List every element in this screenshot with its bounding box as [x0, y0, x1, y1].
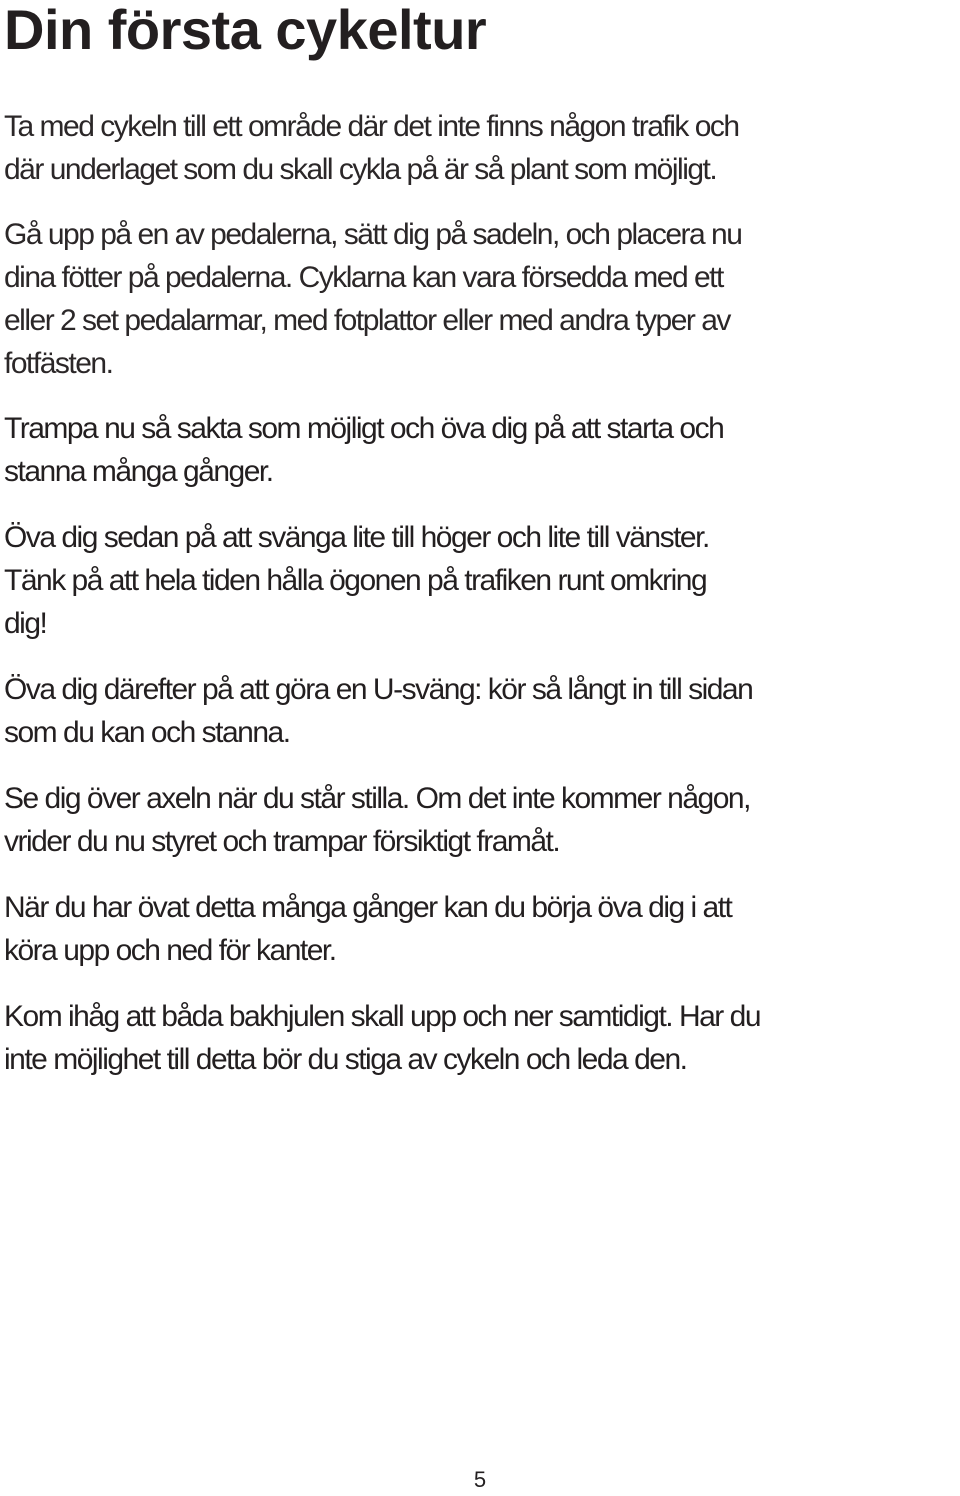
text-line: Tänk på att hela tiden hålla ögonen på trafiken runt omkring [4, 564, 707, 597]
paragraph-intro [4, 105, 960, 191]
paragraph-start-stop [4, 407, 960, 493]
text-line: där underlaget som du skall cykla på är så plant som möjligt. [4, 153, 717, 186]
text-line: vrider du nu styret och trampar försiktigt framåt. [4, 825, 560, 858]
paragraph-pedals [4, 213, 960, 385]
text-line: stanna många gånger. [4, 455, 273, 488]
text-line: Öva dig därefter på att göra en U-sväng: kör så långt in till sidan [4, 673, 753, 706]
paragraph-curbs [4, 886, 960, 972]
text-line: Se dig över axeln när du står stilla. Om det inte kommer någon, [4, 782, 750, 815]
text-line: som du kan och stanna. [4, 716, 290, 749]
text-line: Ta med cykeln till ett område där det inte finns någon trafik och [4, 110, 739, 143]
text-line: dina fötter på pedalerna. Cyklarna kan vara försedda med ett [4, 261, 723, 294]
text-line: Kom ihåg att båda bakhjulen skall upp och ner samtidigt. Har du [4, 1000, 761, 1033]
text-line: När du har övat detta många gånger kan du börja öva dig i att [4, 891, 732, 924]
paragraph-turning [4, 516, 960, 645]
text-line: inte möjlighet till detta bör du stiga av cykeln och leda den. [4, 1043, 687, 1076]
paragraph-u-turn [4, 668, 960, 754]
paragraph-look-over-shoulder [4, 777, 960, 863]
text-line: Trampa nu så sakta som möjligt och öva dig på att starta och [4, 412, 724, 445]
text-line: köra upp och ned för kanter. [4, 934, 336, 967]
text-line: Öva dig sedan på att svänga lite till höger och lite till vänster. [4, 521, 709, 554]
text-line: dig! [4, 607, 47, 640]
page-number: 5 [473, 1467, 487, 1492]
text-line: Gå upp på en av pedalerna, sätt dig på sadeln, och placera nu [4, 218, 742, 251]
page-title: Din första cykeltur [4, 0, 487, 61]
text-line: fotfästen. [4, 347, 113, 380]
text-line: eller 2 set pedalarmar, med fotplattor eller med andra typer av [4, 304, 730, 337]
paragraph-rear-wheels [4, 995, 960, 1081]
